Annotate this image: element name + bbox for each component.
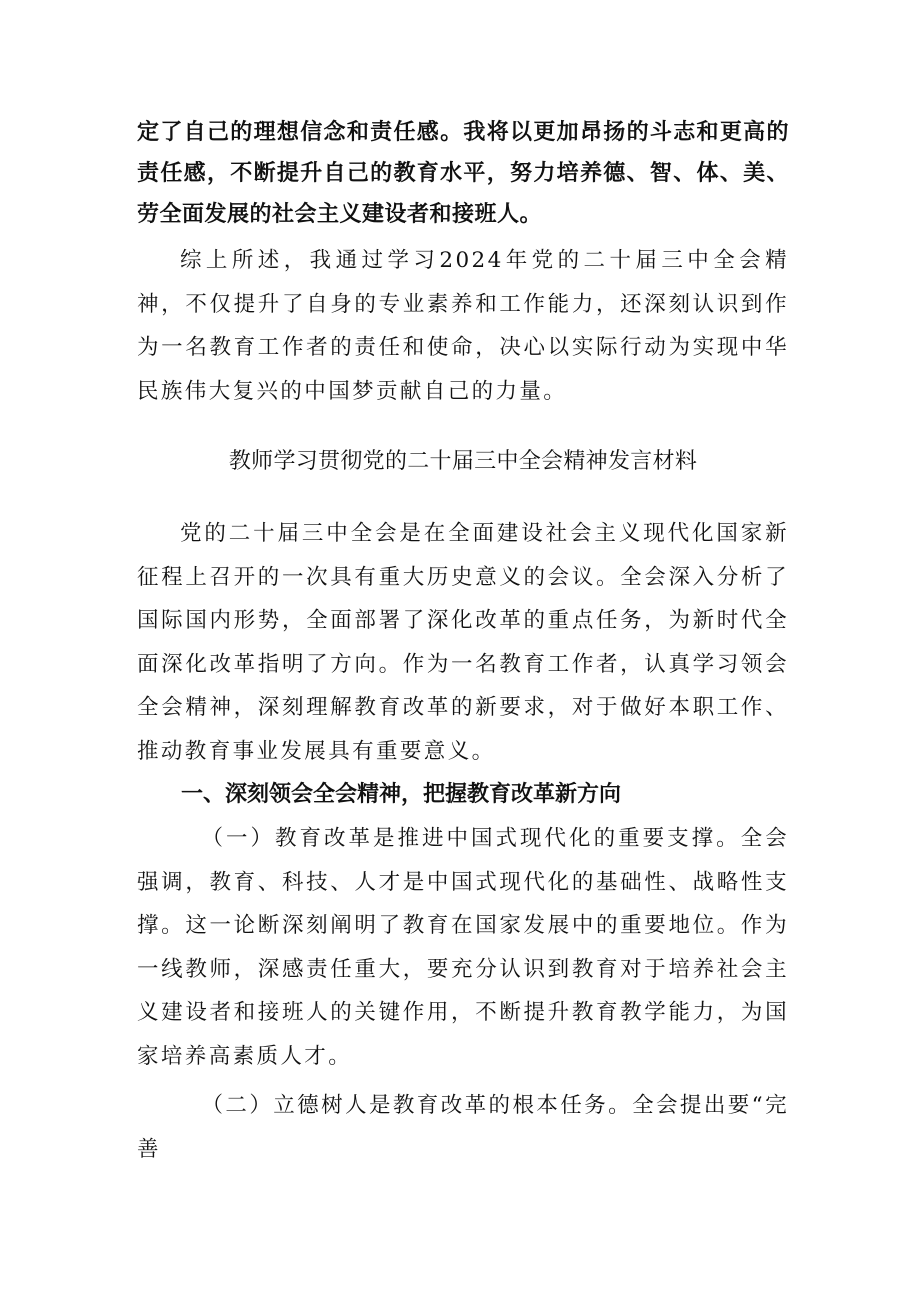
section-title: 教师学习贯彻党的二十届三中全会精神发言材料 bbox=[228, 449, 698, 474]
paragraph-item-two: （二）立德树人是教育改革的根本任务。全会提出要“完善 bbox=[137, 1093, 789, 1162]
paragraph-item-one: （一）教育改革是推进中国式现代化的重要支撑。全会强调，教育、科技、人才是中国式现代化的基础性、战略性支撑。这一论断深刻阐明了教育在国家发展中的重要地位。作为一线教师，深感责任重大，要充分认识到教育对于培养社会主义建设者和接班人的关键作用，不断提升教育教学能力，为国家培养高素质人才。 bbox=[137, 826, 789, 1069]
paragraph-summary: 综上所述，我通过学习2024年党的二十届三中全会精神，不仅提升了自身的专业素养和工作能力，还深刻认识到作为一名教育工作者的责任和使命，决心以实际行动为实现中华民族伟大复兴的中国梦贡献自己的力量。 bbox=[137, 248, 789, 404]
paragraph-intro: 党的二十届三中全会是在全面建设社会主义现代化国家新征程上召开的一次具有重大历史意义的会议。全会深入分析了国际国内形势，全面部署了深化改革的重点任务，为新时代全面深化改革指明了方向。作为一名教育工作者，认真学习领会全会精神，深刻理解教育改革的新要求，对于做好本职工作、推动教育事业发展具有重要意义。 bbox=[137, 521, 789, 764]
heading-part-one: 一、深刻领会全会精神，把握教育改革新方向 bbox=[181, 782, 622, 807]
document-page bbox=[137, 112, 789, 1171]
paragraph-continuation: 定了自己的理想信念和责任感。我将以更加昂扬的斗志和更高的责任感，不断提升自己的教育水平，努力培养德、智、体、美、劳全面发展的社会主义建设者和接班人。 bbox=[137, 120, 789, 227]
